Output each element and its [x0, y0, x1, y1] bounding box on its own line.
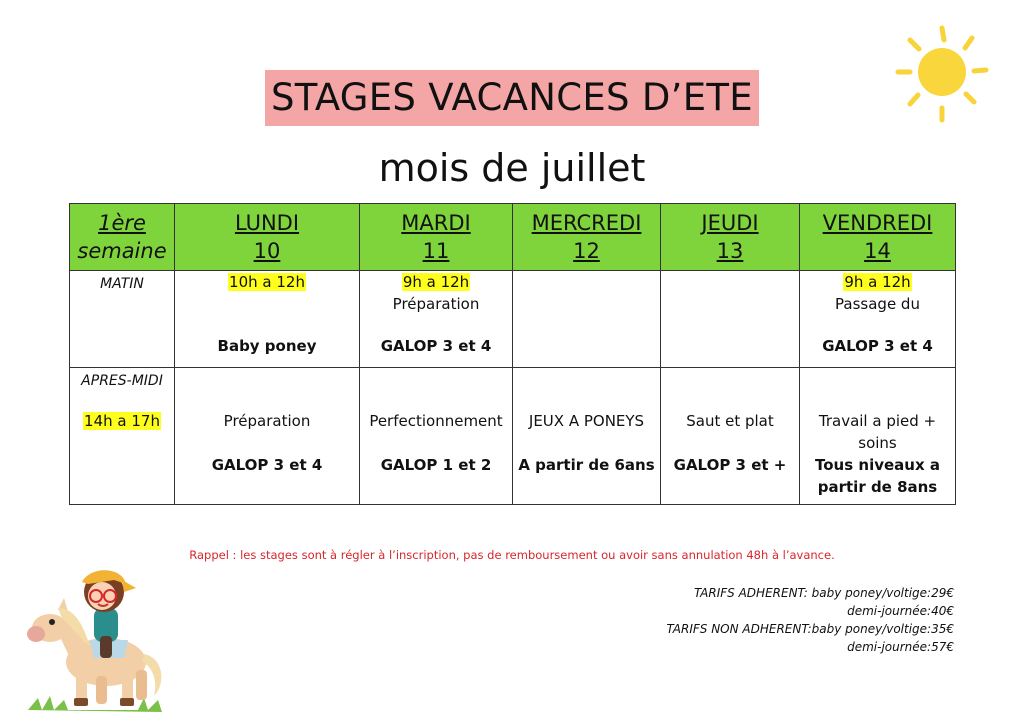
- tarifs-block: [667, 584, 954, 656]
- time-badge: 9h a 12h: [402, 273, 470, 291]
- matin-cell-vendredi: [800, 271, 956, 368]
- pm-cell-mercredi: [513, 368, 661, 505]
- tarif-line: TARIFS ADHERENT: baby poney/voltige:29€: [693, 586, 954, 600]
- row-matin: [70, 271, 956, 368]
- day-date: 11: [422, 239, 450, 263]
- activity-bold: Baby poney: [217, 337, 317, 355]
- header-row: [70, 204, 956, 271]
- activity-text: Préparation: [392, 295, 480, 313]
- day-header-jeudi: [661, 204, 800, 271]
- week-label-2: semaine: [77, 239, 167, 263]
- page-title: STAGES VACANCES D’ETE: [265, 70, 759, 126]
- matin-label: MATIN: [100, 276, 144, 292]
- week-header: [70, 204, 175, 271]
- day-name: JEUDI: [701, 211, 759, 235]
- activity-bold: GALOP 3 et 4: [380, 337, 492, 355]
- day-header-mardi: [360, 204, 513, 271]
- rappel-note: Rappel : les stages sont à régler à l’inscription, pas de remboursement ou avoir sans annulation 48h à l’avance.: [189, 548, 835, 562]
- time-badge: 10h a 12h: [229, 273, 305, 291]
- tarif-line: demi-journée:40€: [847, 604, 954, 618]
- time-badge: 9h a 12h: [844, 273, 911, 291]
- day-header-mercredi: [513, 204, 661, 271]
- matin-cell-mercredi: [513, 271, 661, 368]
- matin-cell-lundi: [175, 271, 360, 368]
- week-label-1: 1ère: [98, 211, 146, 235]
- activity-text: Préparation: [223, 412, 311, 430]
- activity-bold: GALOP 3 et 4: [211, 456, 323, 474]
- day-header-lundi: [175, 204, 360, 271]
- apres-midi-time-wrap: [70, 410, 174, 432]
- sun-icon: [894, 24, 990, 124]
- pm-cell-mardi: [360, 368, 513, 505]
- day-date: 14: [864, 239, 891, 263]
- activity-bold: GALOP 3 et 4: [822, 337, 933, 355]
- activity-text: Saut et plat: [686, 412, 774, 430]
- page-subtitle: mois de juillet: [378, 146, 646, 190]
- child-on-pony-illustration: [18, 558, 168, 718]
- pm-cell-lundi: [175, 368, 360, 505]
- schedule-table: [69, 203, 956, 505]
- activity-bold: GALOP 3 et +: [673, 456, 787, 474]
- activity-bold: Tous niveaux a partir de 8ans: [815, 456, 940, 496]
- day-name: LUNDI: [234, 211, 300, 235]
- title-wrap: [0, 70, 1024, 126]
- tarif-line: TARIFS NON ADHERENT:baby poney/voltige:35€: [666, 622, 954, 636]
- activity-bold: GALOP 1 et 2: [380, 456, 492, 474]
- day-name: VENDREDI: [822, 211, 933, 235]
- day-header-vendredi: [800, 204, 956, 271]
- day-date: 10: [253, 239, 281, 263]
- time-badge: 14h a 17h: [84, 412, 160, 430]
- activity-text: Perfectionnement: [369, 412, 503, 430]
- activity-text: JEUX A PONEYS: [528, 412, 645, 430]
- activity-text: Passage du: [835, 295, 920, 313]
- day-date: 12: [573, 239, 600, 263]
- activity-text: Travail a pied + soins: [818, 412, 937, 452]
- apres-midi-label: APRES-MIDI: [81, 373, 163, 389]
- day-date: 13: [716, 239, 744, 263]
- day-name: MERCREDI: [531, 211, 642, 235]
- pm-cell-jeudi: [661, 368, 800, 505]
- pm-cell-vendredi: [800, 368, 956, 505]
- day-name: MARDI: [401, 211, 471, 235]
- matin-label-cell: [70, 271, 175, 368]
- apres-midi-label-cell: [70, 368, 175, 505]
- row-apres-midi: [70, 368, 956, 505]
- matin-cell-mardi: [360, 271, 513, 368]
- tarif-line: demi-journée:57€: [847, 640, 954, 654]
- matin-cell-jeudi: [661, 271, 800, 368]
- activity-bold: A partir de 6ans: [518, 456, 655, 474]
